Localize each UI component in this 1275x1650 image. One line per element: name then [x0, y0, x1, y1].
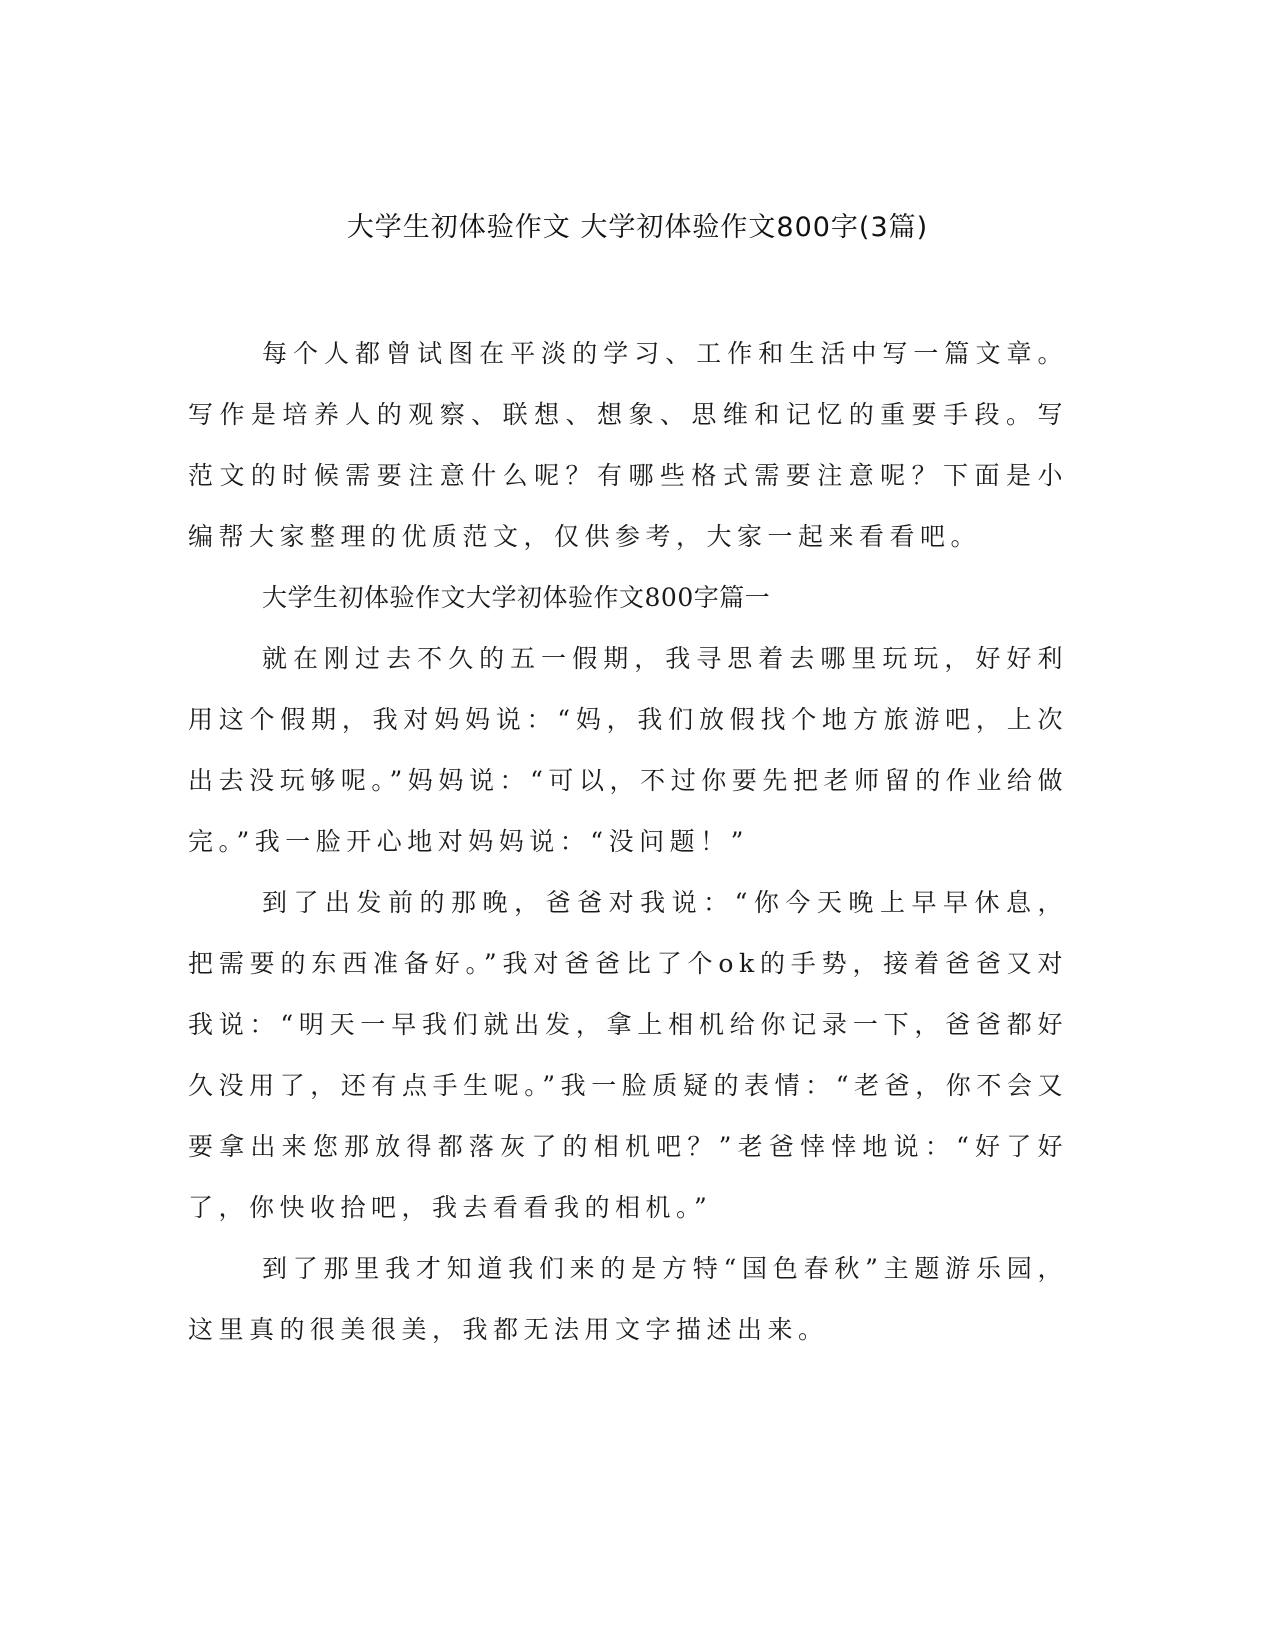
- body-paragraph: 就在刚过去不久的五一假期，我寻思着去哪里玩玩，好好利用这个假期，我对妈妈说：“妈，我们放假找个地方旅游吧，上次出去没玩够呢。”妈妈说：“可以，不过你要先把老师留的作业给做完。”我一脸开心地对妈妈说：“没问题！”: [188, 644, 1068, 856]
- body-paragraph: 到了出发前的那晚，爸爸对我说：“你今天晚上早早休息，把需要的东西准备好。”我对爸爸比了个ok的手势，接着爸爸又对我说：“明天一早我们就出发，拿上相机给你记录一下，爸爸都好久没用了，还有点手生呢。”我一脸质疑的表情：“老爸，你不会又要拿出来您那放得都落灰了的相机吧？”老爸悻悻地说：“好了好了，你快收拾吧，我去看看我的相机。”: [188, 888, 1068, 1222]
- document-body: [188, 323, 1068, 1360]
- section-heading: 大学生初体验作文大学初体验作文800字篇一: [262, 583, 771, 612]
- document-title: 大学生初体验作文 大学初体验作文800字(3篇): [346, 212, 929, 243]
- intro-paragraph: 每个人都曾试图在平淡的学习、工作和生活中写一篇文章。写作是培养人的观察、联想、想象、思维和记忆的重要手段。写范文的时候需要注意什么呢？有哪些格式需要注意呢？下面是小编帮大家整理的优质范文，仅供参考，大家一起来看看吧。: [188, 339, 1068, 551]
- body-paragraph: 到了那里我才知道我们来的是方特“国色春秋”主题游乐园，这里真的很美很美，我都无法用文字描述出来。: [188, 1254, 1068, 1344]
